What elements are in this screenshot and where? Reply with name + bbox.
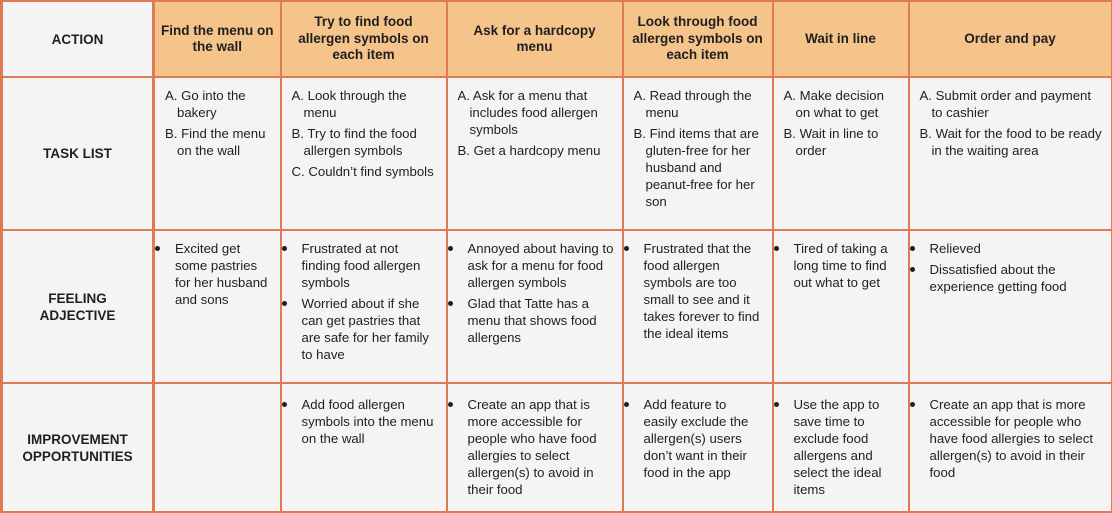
feeling-item: Relieved (910, 240, 1103, 257)
action-header: Order and pay (909, 1, 1112, 77)
bullet-icon (282, 246, 287, 251)
improvement-row (2, 383, 1112, 512)
feeling-cell (154, 230, 281, 383)
improvement-item: Create an app that is more accessible for people who have food allergies to select allergen(s) to avoid in their food (910, 396, 1103, 481)
feeling-cell (447, 230, 623, 383)
bullet-icon (910, 267, 915, 272)
action-header: Look through food allergen symbols on each item (623, 1, 773, 77)
feeling-item: Excited get some pastries for her husband and sons (155, 240, 272, 308)
bullet-icon (624, 402, 629, 407)
bullet-icon (774, 246, 779, 251)
feeling-item: Frustrated at not finding food allergen symbols (282, 240, 438, 291)
task-item: A. Read through the menu (633, 88, 752, 120)
improvement-item: Add food allergen symbols into the menu on the wall (282, 396, 438, 447)
bullet-icon (624, 246, 629, 251)
improvement-item: Create an app that is more accessible for people who have food allergies to select allergen(s) to avoid in their food (448, 396, 614, 498)
improvement-cell (281, 383, 447, 512)
feeling-cell (623, 230, 773, 383)
improvement-cell (154, 383, 281, 512)
improvement-cell (909, 383, 1112, 512)
feeling-cell (281, 230, 447, 383)
task-item: B. Find the menu on the wall (165, 126, 266, 158)
task-cell (773, 77, 909, 230)
task-item: B. Try to find the food allergen symbols (291, 126, 417, 158)
feeling-cell (773, 230, 909, 383)
action-header: Wait in line (773, 1, 909, 77)
task-item: B. Wait in line to order (783, 126, 879, 158)
feeling-item: Frustrated that the food allergen symbols are too small to see and it takes forever to find the ideal items (624, 240, 764, 342)
improvement-cell (623, 383, 773, 512)
feeling-item: Glad that Tatte has a menu that shows food allergens (448, 295, 614, 346)
feeling-item: Worried about if she can get pastries that are safe for her family to have (282, 295, 438, 363)
task-item: A. Ask for a menu that includes food allergen symbols (457, 88, 598, 137)
task-item: A. Submit order and payment to cashier (919, 88, 1092, 120)
task-item: B. Get a hardcopy menu (457, 143, 601, 158)
feeling-cell (909, 230, 1112, 383)
task-cell (447, 77, 623, 230)
feeling-item: Tired of taking a long time to find out what to get (774, 240, 900, 291)
action-header: Ask for a hardcopy menu (447, 1, 623, 77)
row-header-action: ACTION (2, 1, 154, 77)
row-header-improvement: IMPROVEMENT OPPORTUNITIES (2, 383, 154, 512)
task-cell (909, 77, 1112, 230)
bullet-icon (282, 301, 287, 306)
task-item: A. Make decision on what to get (783, 88, 884, 120)
bullet-icon (910, 402, 915, 407)
feeling-item: Annoyed about having to ask for a menu for food allergen symbols (448, 240, 614, 291)
bullet-icon (448, 402, 453, 407)
bullet-icon (448, 301, 453, 306)
action-header: Find the menu on the wall (154, 1, 281, 77)
bullet-icon (282, 402, 287, 407)
bullet-icon (910, 246, 915, 251)
row-header-task-list: TASK LIST (2, 77, 154, 230)
task-item: C. Couldn’t find symbols (291, 164, 434, 179)
task-cell (623, 77, 773, 230)
improvement-cell (447, 383, 623, 512)
task-item: A. Look through the menu (291, 88, 407, 120)
task-item: B. Find items that are gluten-free for her husband and peanut-free for her son (633, 126, 759, 209)
task-item: B. Wait for the food to be ready in the waiting area (919, 126, 1102, 158)
improvement-item: Use the app to save time to exclude food allergens and select the ideal items (774, 396, 900, 498)
action-row (2, 1, 1112, 77)
bullet-icon (155, 246, 160, 251)
improvement-item: Add feature to easily exclude the allergen(s) users don’t want in their food in the app (624, 396, 764, 481)
improvement-cell (773, 383, 909, 512)
task-cell (154, 77, 281, 230)
task-cell (281, 77, 447, 230)
bullet-icon (774, 402, 779, 407)
bullet-icon (448, 246, 453, 251)
task-item: A. Go into the bakery (165, 88, 246, 120)
action-header: Try to find food allergen symbols on each item (281, 1, 447, 77)
feeling-row (2, 230, 1112, 383)
feeling-item: Dissatisfied about the experience getting food (910, 261, 1103, 295)
row-header-feeling: FEELING ADJECTIVE (2, 230, 154, 383)
task-list-row (2, 77, 1112, 230)
